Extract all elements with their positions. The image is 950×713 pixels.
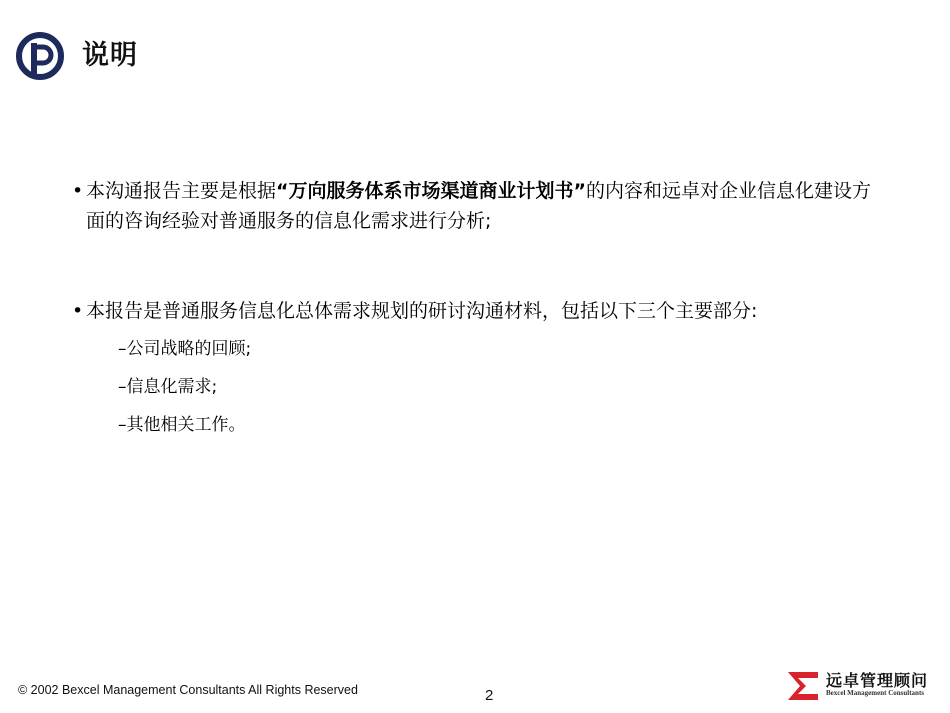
paragraph-1-prefix: 本沟通报告主要是根据 [86,180,277,202]
brand-subtitle: Bexcel Management Consultants [826,689,924,697]
sub-item: –信息化需求; [118,377,218,397]
sub-item: –公司战略的回顾; [118,339,252,359]
bullet-paragraph-1 [72,176,882,236]
paragraph-1-emphasis: “万向服务体系市场渠道商业计划书” [276,180,586,202]
company-logo-icon [15,31,65,81]
bullet-marker: • [72,180,84,202]
brand-logo [786,668,936,702]
paragraph-1-suffix: 的内容和远卓对企业信息化建设方面的咨询经验对普通服务的信息化需求进行分析; [86,180,872,232]
page-title: 说明 [82,40,138,71]
page-number: 2 [485,687,494,704]
brand-mark-icon [786,670,820,702]
paragraph-2-text: 本报告是普通服务信息化总体需求规划的研讨沟通材料，包括以下三个主要部分: [86,300,758,322]
main-content [72,176,882,436]
brand-name: 远卓管理顾问 [826,671,929,690]
bullet-paragraph-2 [72,296,882,326]
bullet-marker: • [72,300,84,322]
copyright-notice: © 2002 Bexcel Management Consultants All Rights Reserved [18,683,358,697]
sub-item: –其他相关工作。 [118,415,246,435]
